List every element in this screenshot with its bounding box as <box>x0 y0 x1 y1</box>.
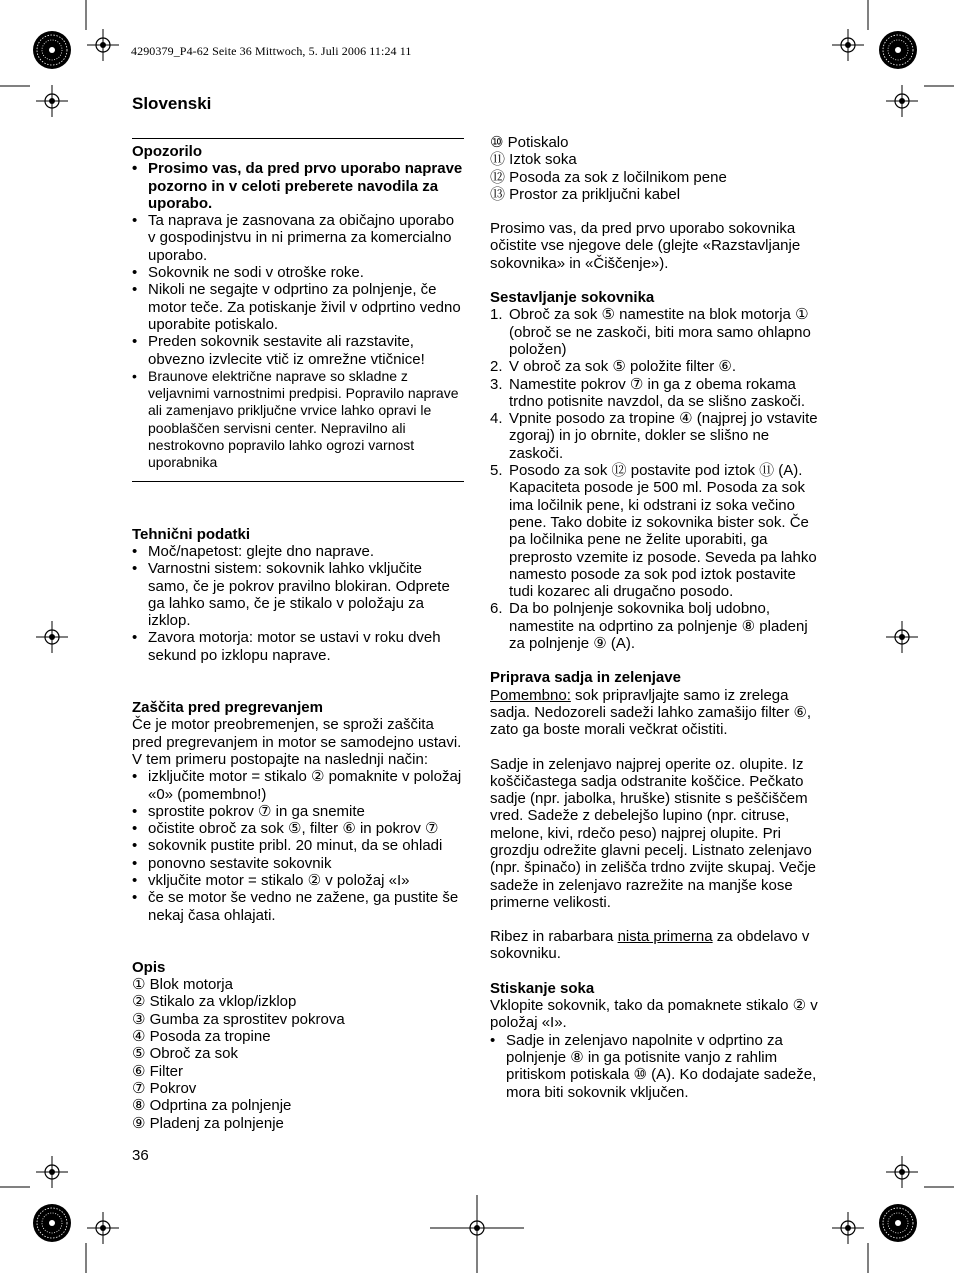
assembly-step <box>490 600 822 652</box>
tech-item: • Moč/napetost: glejte dno naprave. <box>132 543 464 560</box>
part-item: ⑨ Pladenj za polnjenje <box>132 1114 284 1132</box>
step-text: Posodo za sok ⑫ postavite pod iztok ⑪ (A). Kapaciteta posode je 500 ml. Posoda za sok ima ločilnik pene, ki odstrani iz soka večino pene. Tako dobite iz sokovnika bister sok. Če pa ločilnika pene ne želite uporabiti, ga preprosto vzemite iz posode. Seveda pa lahko namesto posode za sok pod iztok postavite tudi kozarec ali drugačno posodo. <box>509 462 817 601</box>
tech-item: • Varnostni sistem: sokovnik lahko vključite samo, če je pokrov pravilno blokiran. Odprete ga lahko samo, če je stikalo v položaju za izklop. <box>132 560 464 629</box>
assembly-step <box>490 306 822 358</box>
important-label: Pomembno: <box>490 686 571 704</box>
step-text: Namestite pokrov ⑦ in ga z obema rokama trdno potisnite navzdol, da se slišno zaskoči. <box>509 375 805 410</box>
zascita-item: • ponovno sestavite sokovnik <box>132 855 464 872</box>
section-title-tehnicni: Tehnični podatki <box>132 525 251 543</box>
assembly-step <box>490 358 822 375</box>
part-item: ③ Gumba za sprostitev pokrova <box>132 1010 345 1028</box>
part-item: ⑥ Filter <box>132 1062 183 1080</box>
warning-item: • Sokovnik ne sodi v otroške roke. <box>132 264 464 281</box>
warning-item: • Braunove električne naprave so skladne z veljavnimi varnostnimi predpisi. Popravilo naprave ali zamenjavo priključne vrvice lahko opravi le pooblaščen servisni center. Nepravilno ali nestrokovno popravilo lahko ogrozi varnost uporabnika <box>132 368 464 472</box>
part-item: ⑫ Posoda za sok z ločilnikom pene <box>490 168 727 186</box>
section-title-opis: Opis <box>132 958 166 976</box>
warning-item: • Preden sokovnik sestavite ali razstavite, obvezno izvlecite vtič iz omrežne vtičnice! <box>132 333 464 368</box>
part-item: ⑦ Pokrov <box>132 1079 197 1097</box>
step-number: 3. <box>490 375 503 393</box>
print-info: 4290379_P4-62 Seite 36 Mittwoch, 5. Juli 2006 11:24 11 <box>131 44 412 58</box>
section-title-zascita: Zaščita pred pregrevanjem <box>132 699 323 717</box>
left-column <box>132 143 464 1132</box>
step-text: V obroč za sok ⑤ položite filter ⑥. <box>509 358 736 376</box>
assembly-step <box>490 376 822 411</box>
zascita-item: • če se motor še vedno ne zažene, ga pustite še nekaj časa ohlajati. <box>132 889 464 924</box>
zascita-item: • izključite motor = stikalo ② pomaknite v položaj «0» (pomembno!) <box>132 768 464 803</box>
zascita-item: • sokovnik pustite pribl. 20 minut, da se ohladi <box>132 837 464 854</box>
step-number: 2. <box>490 358 503 376</box>
warning-item: • Nikoli ne segajte v odprtino za polnjenje, če motor teče. Za potiskanje živil v odprtino vedno uporabite potiskalo. <box>132 281 464 333</box>
zascita-item: • sprostite pokrov ⑦ in ga snemite <box>132 803 464 820</box>
section-divider-top <box>132 138 464 139</box>
assembly-step <box>490 410 822 462</box>
step-text: Da bo polnjenje sokovnika bolj udobno, namestite na odprtino za polnjenje ⑧ pladenj za polnjenje ⑨ (A). <box>509 600 808 653</box>
step-text: Obroč za sok ⑤ namestite na blok motorja ① (obroč se ne zaskoči, biti mora samo ohlapno položen) <box>509 306 811 358</box>
stiskanje-intro: Vklopite sokovnik, tako da pomaknete stikalo ② v položaj «I». <box>490 997 818 1032</box>
section-title-priprava: Priprava sadja in zelenjave <box>490 669 681 687</box>
important-text: sok pripravljajte samo iz zrelega sadja. Nedozoreli sadeži lahko zamašijo filter ⑥, zato ga boste morali večkrat očistiti. <box>490 686 812 739</box>
right-column <box>490 134 822 1101</box>
preparation-paragraph: Sadje in zelenjavo najprej operite oz. olupite. Iz koščičastega sadja odstranite koščice. Pečkato sadje (npr. jabolka, hruške) stisnite s peščiščem vred. Sadeže z debelejšo lupino (npr. citruse, melone, kivi, rdečo peso) najprej olupite. Pri grozdju odrežite glavni pecelj. Listnato zelenjavo (npr. špinačo) in zelišča trdno zvijte skupaj. Večje sadeže in zelenjavo razrežite na manjše kose primerne velikosti. <box>490 755 816 911</box>
intro-paragraph: Prosimo vas, da pred prvo uporabo sokovnika očistite vse njegove dele (glejte «Razstavljanje sokovnika» in «Čiščenje»). <box>490 220 801 272</box>
unsuitable-note: Ribez in rabarbara nista primerna za obdelavo v sokovniku. <box>490 928 810 963</box>
part-item: ⑬ Prostor za priključni kabel <box>490 185 681 203</box>
warning-item: • Ta naprava je zasnovana za običajno uporabo v gospodinjstvu in ni primerna za komercialno uporabo. <box>132 212 464 264</box>
language-title: Slovenski <box>132 94 212 113</box>
page-number: 36 <box>132 1147 149 1164</box>
part-item: ⑪ Iztok soka <box>490 151 577 169</box>
warning-item: • Prosimo vas, da pred prvo uporabo naprave pozorno in v celoti preberete navodila za uporabo. <box>132 160 464 212</box>
section-title-stiskanje: Stiskanje soka <box>490 979 595 997</box>
zascita-item: • vključite motor = stikalo ② v položaj «I» <box>132 872 464 889</box>
stiskanje-item: • Sadje in zelenjavo napolnite v odprtino za polnjenje ⑧ in ga potisnite vanjo z rahlim pritiskom potiskala ⑩ (A). Ko dodajate sadeže, mora biti sokovnik vključen. <box>490 1032 822 1101</box>
tech-item: • Zavora motorja: motor se ustavi v roku dveh sekund po izklopu naprave. <box>132 629 464 664</box>
part-item: ⑧ Odprtina za polnjenje <box>132 1097 292 1115</box>
step-number: 1. <box>490 306 503 324</box>
section-title-sestavljanje: Sestavljanje sokovnika <box>490 289 655 307</box>
step-text: Vpnite posodo za tropine ④ (najprej jo vstavite zgoraj) in jo obrnite, dokler se slišno ne zaskoči. <box>509 410 818 462</box>
zascita-item: • očistite obroč za sok ⑤, filter ⑥ in pokrov ⑦ <box>132 820 464 837</box>
part-item: ⑩ Potiskalo <box>490 134 569 151</box>
part-item: ⑤ Obroč za sok <box>132 1045 238 1063</box>
part-item: ① Blok motorja <box>132 976 233 994</box>
section-title-opozorilo: Opozorilo <box>132 143 202 160</box>
unsuitable-emphasis: nista primerna <box>617 928 713 946</box>
step-number: 6. <box>490 600 503 618</box>
step-number: 4. <box>490 410 503 428</box>
part-item: ② Stikalo za vklop/izklop <box>132 993 297 1011</box>
important-note <box>490 687 822 739</box>
step-number: 5. <box>490 462 503 480</box>
part-item: ④ Posoda za tropine <box>132 1028 271 1046</box>
zascita-intro: Če je motor preobremenjen, se sproži zaščita pred pregrevanjem in motor se samodejno ustavi. V tem primeru postopajte na naslednji način: <box>132 716 462 768</box>
assembly-step <box>490 462 822 600</box>
